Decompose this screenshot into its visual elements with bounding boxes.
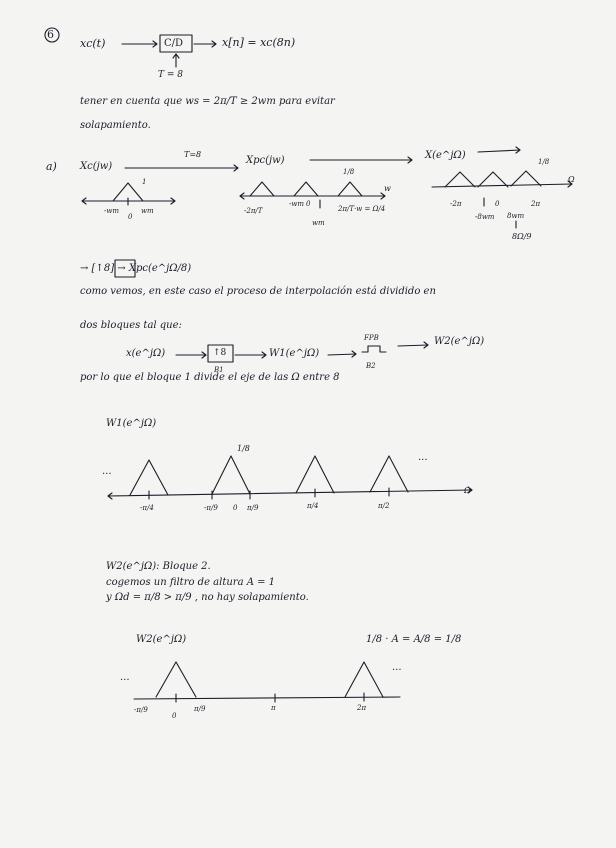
spec3-tick-1: -2π xyxy=(450,200,462,208)
w1-dots-left: ... xyxy=(102,466,112,477)
spec2-tick-5: 2π/T·w = Ω/4 xyxy=(338,205,386,213)
w1-tick-6: π/2 xyxy=(378,502,390,510)
w2-peak-1 xyxy=(176,662,196,697)
w2-tick-1: -π/9 xyxy=(134,706,148,714)
upsample-box xyxy=(115,260,135,277)
w2-peak-2 xyxy=(345,662,383,697)
w2-note-2: cogemos un filtro de altura A = 1 xyxy=(106,577,276,588)
chain-mid: W1(e^jΩ) xyxy=(269,348,320,359)
w2-dots-left: ... xyxy=(120,672,130,683)
note-line-2: solapamiento. xyxy=(80,120,151,131)
w2-title: W2(e^jΩ) xyxy=(136,634,187,645)
spec2-title: Xpc(jw) xyxy=(246,155,285,166)
w2-note-3: y Ωd = π/8 > π/9 , no hay solapamiento. xyxy=(106,592,309,603)
w1-peak-3 xyxy=(296,456,334,493)
w1-dots-right: ... xyxy=(418,452,428,463)
sampling-period: T = 8 xyxy=(158,70,183,80)
spec1-peak: 1 xyxy=(142,178,147,186)
w1-peak-4 xyxy=(370,456,408,492)
w2-tick-5: 2π xyxy=(357,704,367,712)
spec3-axis: Ω xyxy=(568,175,575,184)
spec3-title: X(e^jΩ) xyxy=(425,150,466,161)
spec2-tick-4: wm xyxy=(312,219,325,227)
spec2-peak: 1/8 xyxy=(343,168,355,176)
spec3-tick-2: -8wm xyxy=(475,213,495,221)
w1-peak-1 xyxy=(130,460,168,495)
w2-dots-right: ... xyxy=(392,662,402,673)
chain-input: x(e^jΩ) xyxy=(126,348,166,359)
spec1-arrow-label: T=8 xyxy=(184,150,202,159)
chain-filter: FPB xyxy=(364,334,379,342)
w2-tick-3: π/9 xyxy=(194,705,206,713)
paragraph-line-1: como vemos, en este caso el proceso de interpolación está dividido en xyxy=(80,286,436,297)
paragraph-line-2: dos bloques tal que: xyxy=(80,320,182,331)
note-line-1: tener en cuenta que ws = 2π/T ≥ 2wm para evitar xyxy=(80,96,335,107)
w1-axis: Ω xyxy=(464,486,471,495)
w1-tick-3: 0 xyxy=(233,504,238,512)
spec3-tick-5: 2π xyxy=(531,200,541,208)
spec3-sub: 8Ω/9 xyxy=(512,232,532,241)
spec2-tick-2: -wm xyxy=(289,200,304,208)
cd-box xyxy=(160,35,192,52)
w1-tick-5: π/4 xyxy=(307,502,319,510)
w1-peak-2 xyxy=(212,456,250,494)
cd-block-label: C/D xyxy=(164,38,184,49)
block1-note: por lo que el bloque 1 divide el eje de las Ω entre 8 xyxy=(80,372,340,383)
w2-note-1: W2(e^jΩ): Bloque 2. xyxy=(106,561,211,572)
part-a-label: a) xyxy=(46,160,57,173)
system-output: x[n] = xc(8n) xyxy=(222,36,296,49)
spec1-title: Xc(jw) xyxy=(80,161,113,172)
upsample-line: → [↑8] → Xpc(e^jΩ/8) xyxy=(80,263,192,274)
chain-block1: ↑8 xyxy=(213,348,227,358)
spec2-axis: w xyxy=(384,184,391,193)
w1-tick-2: -π/9 xyxy=(204,504,218,512)
system-input: xc(t) xyxy=(80,37,106,50)
w2-tick-2: 0 xyxy=(172,712,177,720)
problem-circle xyxy=(45,28,59,42)
w1-axis xyxy=(108,490,472,496)
chain-block1-label: B1 xyxy=(214,366,224,374)
problem-number: 6 xyxy=(47,28,54,41)
w1-peak: 1/8 xyxy=(237,444,250,453)
w2-axis xyxy=(134,697,400,699)
spec3-tick-4: 8wm xyxy=(507,212,525,220)
lowpass-symbol xyxy=(362,346,386,352)
spec3-tick-3: 0 xyxy=(495,200,500,208)
chain-block2-label: B2 xyxy=(366,362,376,370)
w1-tick-1: -π/4 xyxy=(140,504,154,512)
w1-tick-4: π/9 xyxy=(247,504,259,512)
chain-block1-box xyxy=(208,345,233,362)
spec2-tick-3: 0 xyxy=(306,200,311,208)
chain-output: W2(e^jΩ) xyxy=(434,336,485,347)
spec1-tick-neg: -wm xyxy=(104,207,119,215)
spec2-tick-1: -2π/T xyxy=(244,207,263,215)
spec1-tick-zero: 0 xyxy=(128,213,133,221)
spec3-axis xyxy=(432,184,572,187)
w2-tick-4: π xyxy=(271,704,276,712)
spec3-peak: 1/8 xyxy=(538,158,550,166)
w2-peak-note: 1/8 · A = A/8 = 1/8 xyxy=(366,634,462,645)
w1-title: W1(e^jΩ) xyxy=(106,418,157,429)
spec1-tick-pos: wm xyxy=(141,207,154,215)
